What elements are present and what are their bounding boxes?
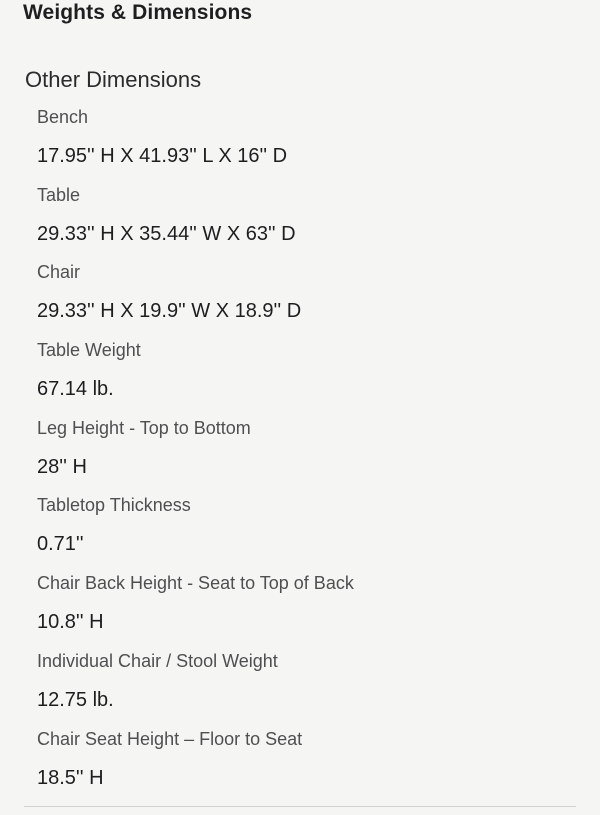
spec-item-chair-seat-height [37, 729, 577, 807]
spec-value: 29.33'' H X 35.44'' W X 63'' D [37, 222, 296, 245]
spec-item-table-weight [37, 340, 577, 418]
spec-value: 17.95'' H X 41.93'' L X 16'' D [37, 145, 288, 167]
spec-label: Table Weight [37, 340, 141, 361]
spec-value: 12.75 lb. [37, 688, 114, 711]
spec-label: Chair [37, 262, 81, 283]
spec-item-chair-weight [37, 651, 577, 729]
spec-value: 28'' H [37, 455, 87, 478]
spec-label: Individual Chair / Stool Weight [37, 650, 278, 671]
spec-item-table [37, 185, 577, 263]
spec-label: Chair Back Height - Seat to Top of Back [37, 573, 354, 594]
spec-value: 67.14 lb. [37, 378, 114, 401]
spec-label: Bench [37, 107, 89, 127]
spec-item-tabletop-thickness [37, 495, 577, 573]
spec-label: Tabletop Thickness [37, 495, 191, 516]
spec-list [37, 107, 577, 806]
spec-item-bench [37, 107, 577, 185]
spec-label: Leg Height - Top to Bottom [37, 417, 251, 438]
other-dimensions-heading: Other Dimensions [25, 67, 202, 92]
spec-value: 0.71'' [37, 533, 84, 556]
spec-value: 10.8'' H [37, 611, 104, 634]
spec-item-chair-back-height [37, 573, 577, 651]
spec-item-chair [37, 262, 577, 340]
spec-label: Table [37, 184, 81, 205]
spec-value: 18.5'' H [37, 766, 104, 789]
divider [24, 806, 576, 807]
spec-item-leg-height [37, 418, 577, 496]
spec-label: Chair Seat Height – Floor to Seat [37, 728, 303, 749]
section-title: Weights & Dimensions [23, 1, 253, 24]
spec-value: 29.33'' H X 19.9'' W X 18.9'' D [37, 300, 302, 323]
